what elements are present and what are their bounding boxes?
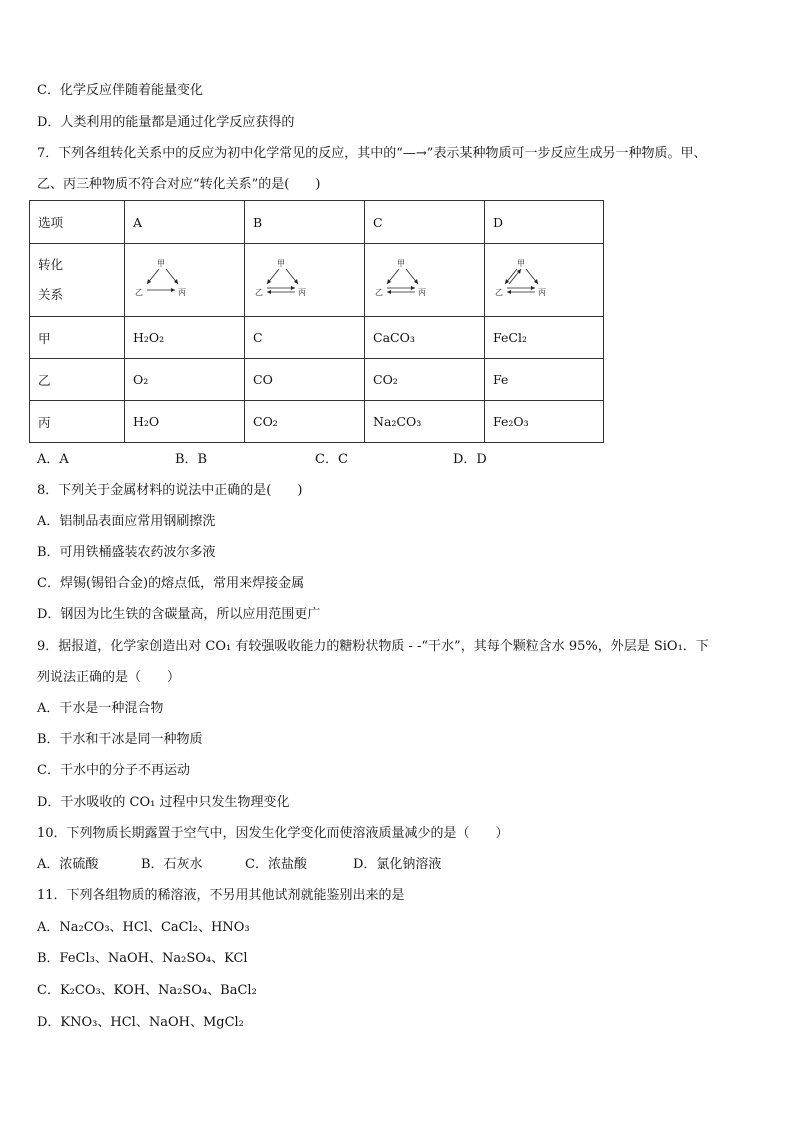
q7-stem-line1: 7．下列各组转化关系中的反应为初中化学常见的反应，其中的“—→”表示某种物质可一步反应生成另一种物质。甲、 — [37, 146, 707, 161]
svg-text:甲: 甲 — [397, 259, 405, 268]
svg-text:丙: 丙 — [418, 288, 426, 297]
diagram-a-cell — [125, 244, 245, 317]
svg-text:乙: 乙 — [255, 288, 263, 297]
conversion-diagram-b — [253, 257, 315, 303]
svg-text:乙: 乙 — [135, 288, 143, 297]
q11-option-d: D．KNO₃、HCl、NaOH、MgCl₂ — [37, 1015, 244, 1030]
cell-a: H₂O₂ — [125, 317, 245, 359]
q7-stem-line2: 乙、丙三种物质不符合对应“转化关系”的是( ) — [37, 177, 321, 192]
svg-text:丙: 丙 — [178, 288, 186, 297]
table-relation-row — [30, 244, 604, 317]
q10-stem: 10．下列物质长期露置于空气中，因发生化学变化而使溶液质量减少的是（ ） — [37, 826, 509, 841]
cell-a: H₂O — [125, 401, 245, 443]
q9-option-b: B．干水和干冰是同一种物质 — [37, 732, 203, 747]
header-a: A — [125, 201, 245, 244]
q9-stem-line1: 9．据报道，化学家创造出对 CO₁ 有较强吸收能力的糖粉状物质 - -“干水”，其每个颗粒含水 95%，外层是 SiO₁．下 — [37, 639, 709, 654]
relation-label-1: 转化 — [38, 257, 64, 272]
row-label: 乙 — [30, 359, 125, 401]
cell-a: O₂ — [125, 359, 245, 401]
diagram-d-cell — [485, 244, 604, 317]
conversion-diagram-c — [373, 257, 435, 303]
cell-b: CO — [245, 359, 365, 401]
table-row-bing — [30, 401, 604, 443]
header-c: C — [365, 201, 485, 244]
q9-option-d: D．干水吸收的 CO₁ 过程中只发生物理变化 — [37, 795, 290, 810]
cell-b: CO₂ — [245, 401, 365, 443]
svg-text:丙: 丙 — [298, 288, 306, 297]
q10-option-c: C．浓盐酸 — [245, 857, 307, 872]
relation-label-2: 关系 — [38, 287, 64, 302]
svg-text:乙: 乙 — [375, 288, 383, 297]
q10-options — [37, 857, 441, 873]
q11-option-a: A．Na₂CO₃、HCl、CaCl₂、HNO₃ — [37, 920, 250, 935]
cell-c: Na₂CO₃ — [365, 401, 485, 443]
q9-stem-line2: 列说法正确的是（ ） — [37, 670, 181, 685]
answer-a: A．A — [37, 452, 69, 467]
row-label: 丙 — [30, 401, 125, 443]
q8-option-c: C．焊锡(锡铅合金)的熔点低，常用来焊接金属 — [37, 576, 305, 591]
table-header-row — [30, 201, 604, 244]
svg-text:甲: 甲 — [277, 259, 285, 268]
diagram-b-cell — [245, 244, 365, 317]
table-row-yi — [30, 359, 604, 401]
svg-text:甲: 甲 — [517, 259, 525, 268]
header-b: B — [245, 201, 365, 244]
q10-option-b: B．石灰水 — [141, 857, 203, 872]
q11-option-c: C．K₂CO₃、KOH、Na₂SO₄、BaCl₂ — [37, 983, 257, 998]
diagram-c-cell — [365, 244, 485, 317]
header-d: D — [485, 201, 604, 244]
q8-option-a: A．铝制品表面应常用钢刷擦洗 — [37, 514, 216, 529]
svg-text:丙: 丙 — [538, 288, 546, 297]
q7-answer-options — [37, 452, 487, 468]
cell-d: Fe — [485, 359, 604, 401]
q10-option-d: D．氯化钠溶液 — [353, 857, 442, 872]
svg-text:甲: 甲 — [157, 259, 165, 268]
q9-option-c: C．干水中的分子不再运动 — [37, 763, 190, 778]
q11-option-b: B．FeCl₃、NaOH、Na₂SO₄、KCl — [37, 951, 248, 966]
cell-d: Fe₂O₃ — [485, 401, 604, 443]
header-option: 选项 — [30, 201, 125, 244]
q6-option-d: D．人类利用的能量都是通过化学反应获得的 — [37, 115, 295, 130]
answer-b: B．B — [175, 452, 208, 467]
q8-stem: 8．下列关于金属材料的说法中正确的是( ) — [37, 483, 303, 498]
q10-option-a: A．浓硫酸 — [37, 857, 99, 872]
cell-d: FeCl₂ — [485, 317, 604, 359]
cell-c: CO₂ — [365, 359, 485, 401]
svg-text:乙: 乙 — [495, 288, 503, 297]
answer-d: D．D — [453, 452, 487, 467]
q9-option-a: A．干水是一种混合物 — [37, 701, 164, 716]
q8-option-d: D．钢因为比生铁的含碳量高，所以应用范围更广 — [37, 607, 321, 622]
relation-label — [30, 244, 125, 317]
q8-option-b: B．可用铁桶盛装农药波尔多液 — [37, 545, 216, 560]
cell-c: CaCO₃ — [365, 317, 485, 359]
q11-stem: 11．下列各组物质的稀溶液，不另用其他试剂就能鉴别出来的是 — [37, 888, 405, 903]
q6-option-c: C．化学反应伴随着能量变化 — [37, 83, 203, 98]
conversion-diagram-d — [493, 257, 555, 303]
conversion-diagram-a — [133, 257, 195, 303]
row-label: 甲 — [30, 317, 125, 359]
table-row-jia — [30, 317, 604, 359]
answer-c: C．C — [315, 452, 348, 467]
conversion-table — [29, 200, 604, 443]
cell-b: C — [245, 317, 365, 359]
